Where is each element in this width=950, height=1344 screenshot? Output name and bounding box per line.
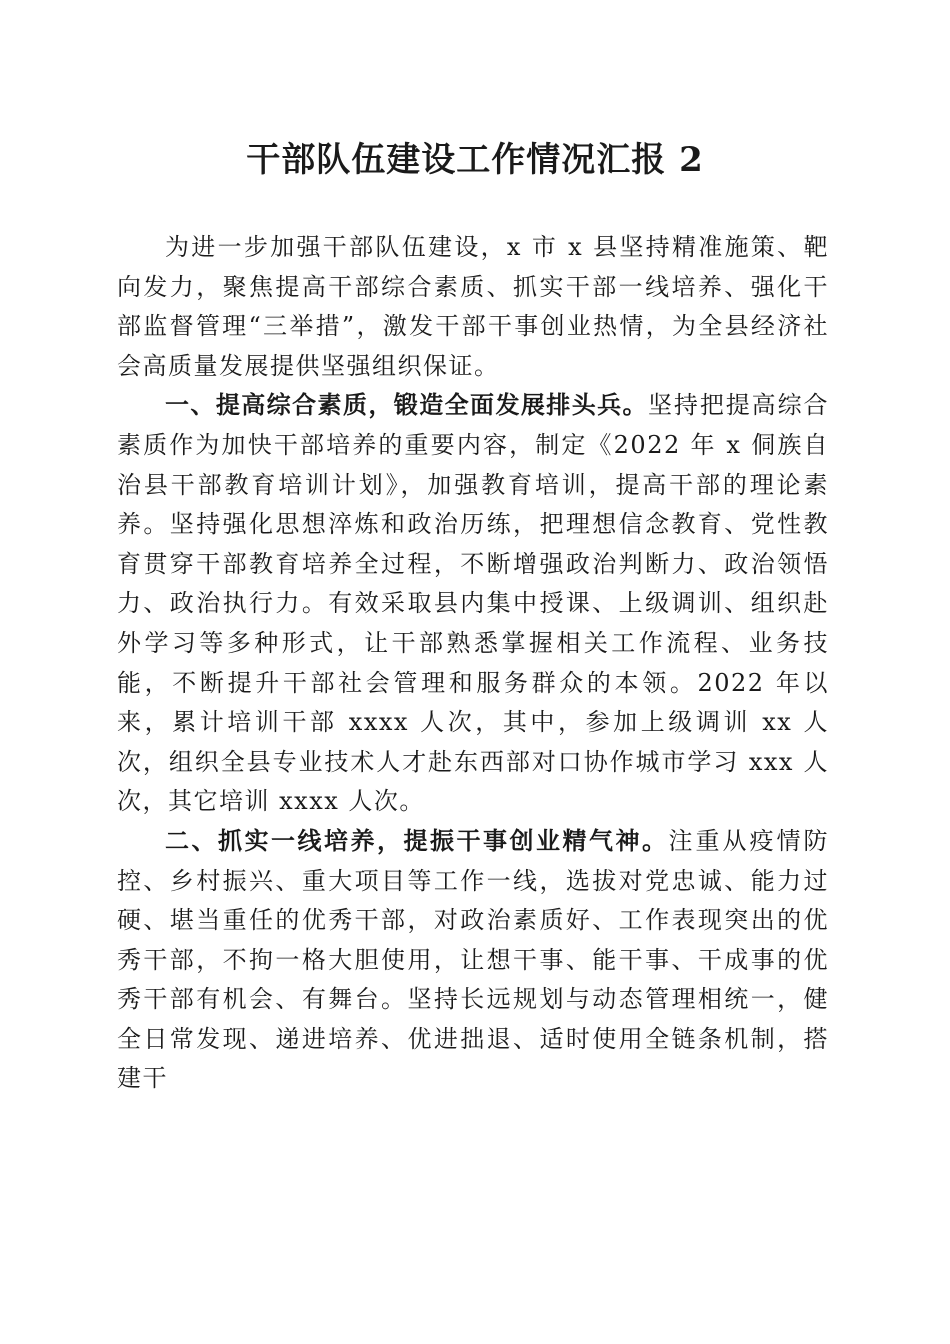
section-2-heading: 二、抓实一线培养，提振干事创业精气神。 (165, 826, 669, 855)
section-1-paragraph (117, 386, 829, 822)
document-title: 干部队伍建设工作情况汇报 2 (246, 140, 704, 180)
section-2-paragraph (117, 822, 829, 1099)
intro-paragraph: 为进一步加强干部队伍建设，x 市 x 县坚持精准施策、靶向发力，聚焦提高干部综合素质、抓实干部一线培养、强化干部监督管理“三举措”，激发干部干事创业热情，为全县经济社会高质量发展提供坚强组织保证。 (117, 233, 829, 380)
section-1-body: 坚持把提高综合素质作为加快干部培养的重要内容，制定《2022 年 x 侗族自治县干部教育培训计划》，加强教育培训，提高干部的理论素养。坚持强化思想淬炼和政治历练，把理想信念教育、党性教育贯穿干部教育培养全过程，不断增强政治判断力、政治领悟力、政治执行力。有效采取县内集中授课、上级调训、组织赴外学习等多种形式，让干部熟悉掌握相关工作流程、业务技能，不断提升干部社会管理和服务群众的本领。2022 年以来，累计培训干部 xxxx 人次，其中，参加上级调训 xx 人次，组织全县专业技术人才赴东西部对口协作城市学习 xxx 人次，其它培训 xxxx 人次。 (117, 391, 830, 816)
document-body (117, 228, 829, 1099)
section-1-heading: 一、提高综合素质，锻造全面发展排头兵。 (165, 391, 648, 420)
section-2-body: 注重从疫情防控、乡村振兴、重大项目等工作一线，选拔对党忠诚、能力过硬、堪当重任的优秀干部，对政治素质好、工作表现突出的优秀干部，不拘一格大胆使用，让想干事、能干事、干成事的优秀干部有机会、有舞台。坚持长远规划与动态管理相统一，健全日常发现、递进培养、优进拙退、适时使用全链条机制，搭建干 (117, 826, 829, 1093)
